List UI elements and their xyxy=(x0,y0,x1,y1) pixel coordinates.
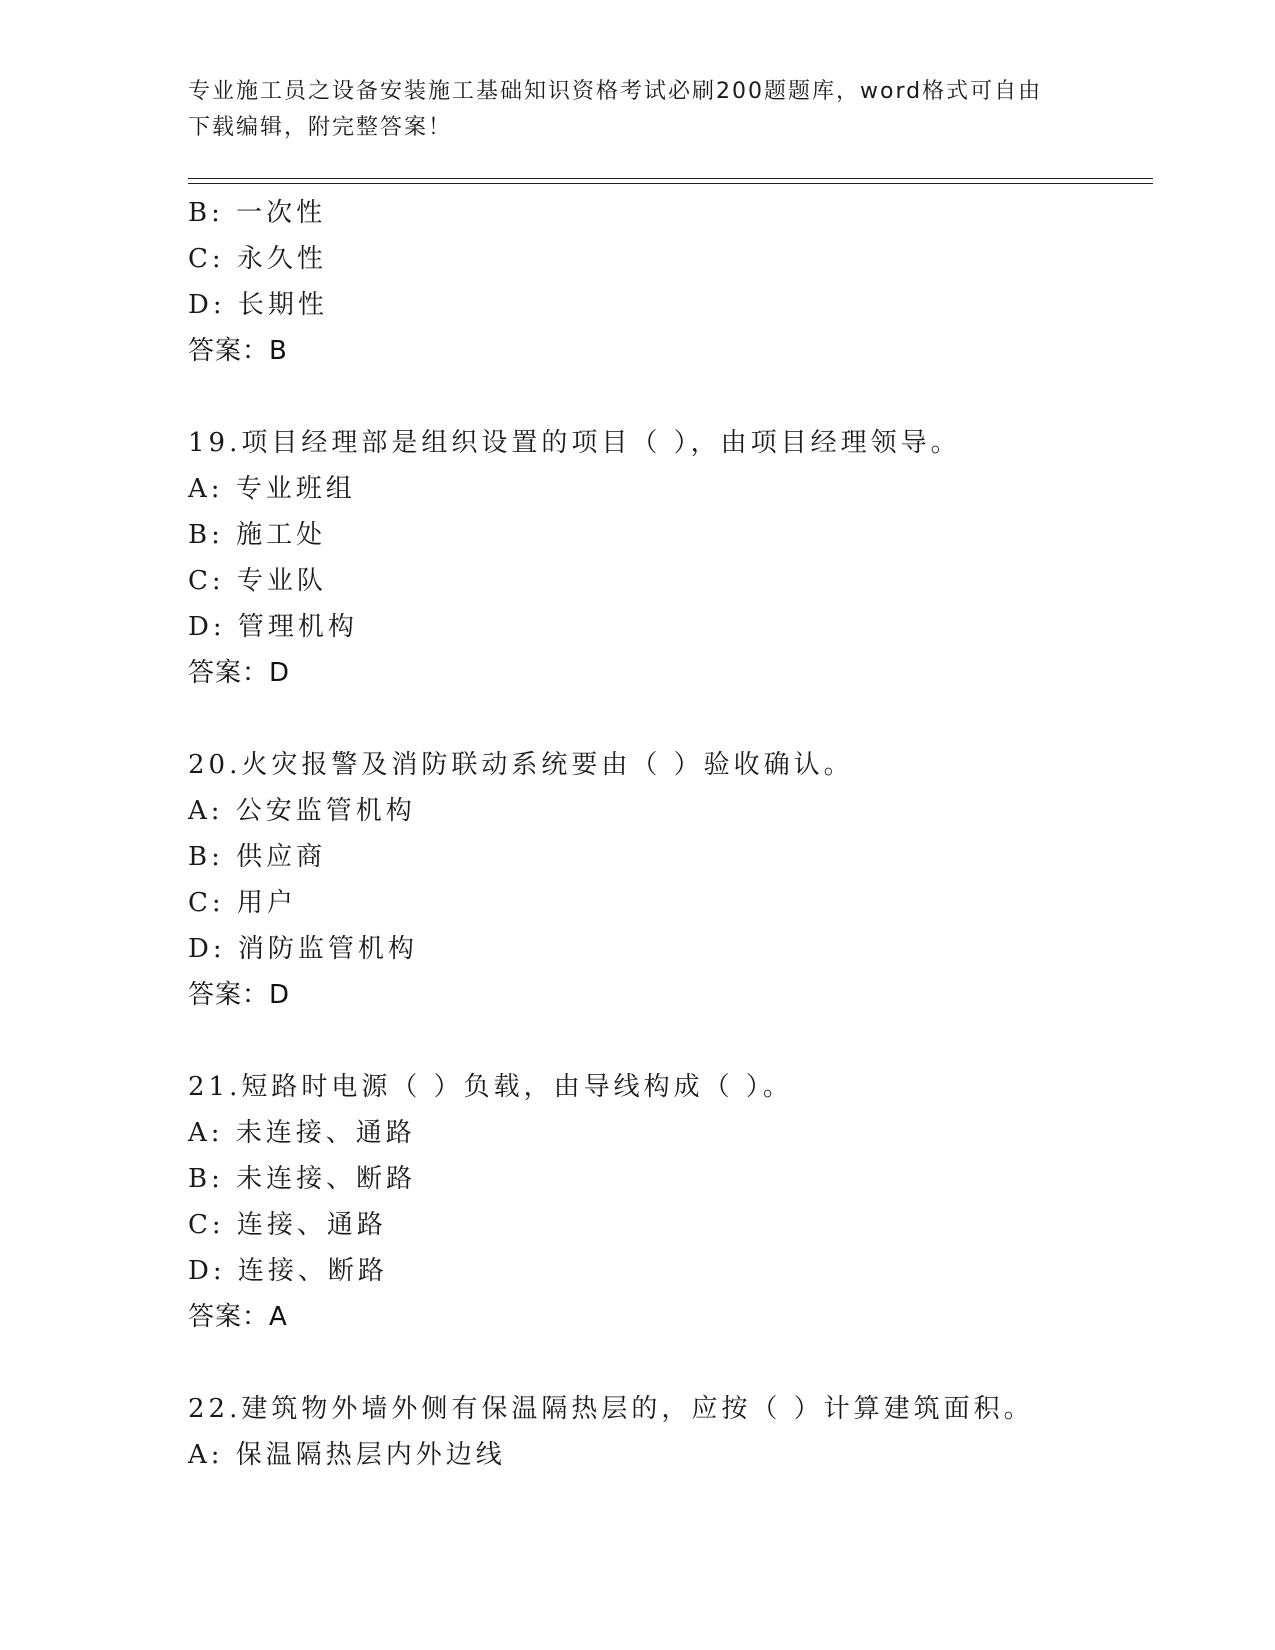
option-c: C: 永久性 xyxy=(188,244,327,274)
question-list xyxy=(188,190,1153,1478)
header-divider-top xyxy=(188,178,1153,179)
option-d: D: 长期性 xyxy=(188,290,328,320)
option-c: C: 专业队 xyxy=(188,566,327,596)
option-b: B: 供应商 xyxy=(188,842,327,872)
header-line-1: 专业施工员之设备安装施工基础知识资格考试必刷200题题库，word格式可自由 xyxy=(188,79,1043,104)
answer-line: 答案：D xyxy=(188,980,291,1010)
spacer xyxy=(188,696,1153,742)
question-stem: 20.火灾报警及消防联动系统要由（ ）验收确认。 xyxy=(188,750,854,780)
spacer xyxy=(188,1340,1153,1386)
document-header xyxy=(188,74,1068,146)
option-c: C: 连接、通路 xyxy=(188,1210,387,1240)
option-b: B: 施工处 xyxy=(188,520,327,550)
question-20 xyxy=(188,742,1153,1018)
option-b: B: 一次性 xyxy=(188,198,327,228)
option-d: D: 消防监管机构 xyxy=(188,934,418,964)
spacer xyxy=(188,374,1153,420)
question-stem: 22.建筑物外墙外侧有保温隔热层的，应按（ ）计算建筑面积。 xyxy=(188,1394,1034,1424)
option-c: C: 用户 xyxy=(188,888,297,918)
answer-line: 答案：A xyxy=(188,1302,288,1332)
option-a: A: 专业班组 xyxy=(188,474,356,504)
question-18-continued xyxy=(188,190,1153,374)
question-stem: 21.短路时电源（ ）负载，由导线构成（ ）。 xyxy=(188,1072,793,1102)
header-divider-bottom xyxy=(188,183,1153,184)
option-a: A: 公安监管机构 xyxy=(188,796,416,826)
option-b: B: 未连接、断路 xyxy=(188,1164,417,1194)
question-22 xyxy=(188,1386,1153,1478)
spacer xyxy=(188,1018,1153,1064)
header-line-2: 下载编辑，附完整答案！ xyxy=(188,115,453,140)
option-d: D: 连接、断路 xyxy=(188,1256,388,1286)
question-stem: 19.项目经理部是组织设置的项目（ ），由项目经理领导。 xyxy=(188,428,961,458)
question-21 xyxy=(188,1064,1153,1340)
question-19 xyxy=(188,420,1153,696)
answer-line: 答案：D xyxy=(188,658,291,688)
answer-line: 答案：B xyxy=(188,336,288,366)
option-d: D: 管理机构 xyxy=(188,612,358,642)
option-a: A: 未连接、通路 xyxy=(188,1118,416,1148)
option-a: A: 保温隔热层内外边线 xyxy=(188,1440,506,1470)
